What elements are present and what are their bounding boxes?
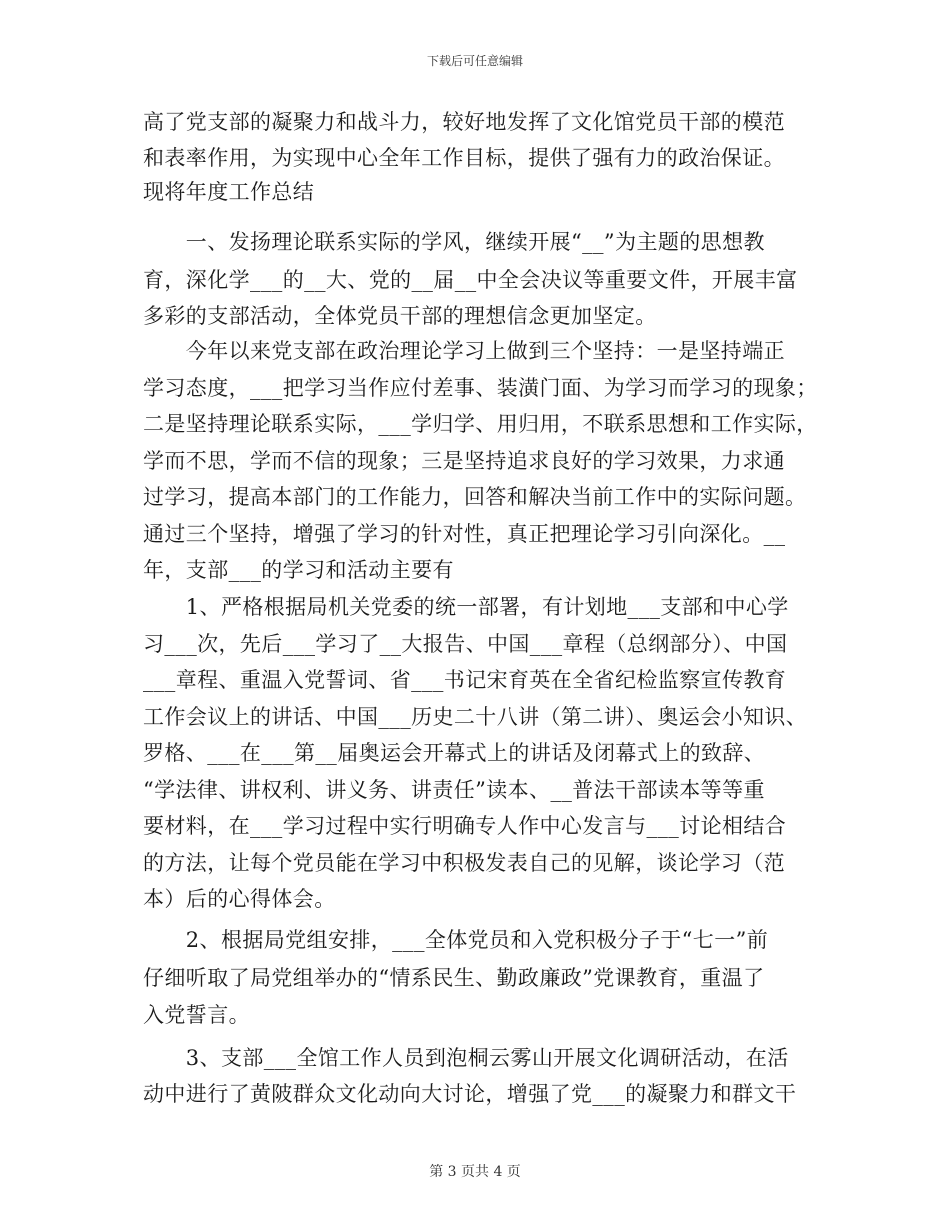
- body-line: 学习态度，___把学习当作应付差事、装潢门面、为学习而学习的现象；: [143, 376, 818, 400]
- body-line: 习___次，先后___学习了__大报告、中国___章程（总纲部分）、中国: [143, 632, 788, 656]
- body-line: 一、发扬理论联系实际的学风，继续开展“__”为主题的思想教: [143, 230, 765, 254]
- body-line: 入党誓言。: [143, 1003, 250, 1027]
- body-line: 高了党支部的凝聚力和战斗力，较好地发挥了文化馆党员干部的模范: [143, 110, 785, 134]
- page-header: 下载后可任意编辑: [426, 54, 523, 68]
- body-line: 现将年度工作总结: [143, 180, 315, 204]
- body-line: 学而不思，学而不信的现象；三是坚持追求良好的学习效果，力求通: [143, 449, 785, 473]
- body-line: 二是坚持理论联系实际，___学归学、用归用，不联系思想和工作实际，: [143, 412, 818, 436]
- body-line: ___章程、重温入党誓词、省___书记宋育英在全省纪检监察宣传教育: [143, 668, 787, 692]
- body-line: 通过三个坚持，增强了学习的针对性，真正把理论学习引向深化。__: [143, 522, 786, 546]
- body-line: 育，深化学___的__大、党的__届__中全会决议等重要文件，开展丰富: [143, 268, 798, 292]
- body-line: 2、根据局党组安排，___全体党员和入党积极分子于“七一”前: [143, 928, 769, 952]
- body-line: 罗格、___在___第__届奥运会开幕式上的讲话及闭幕式上的致辞、: [143, 741, 766, 765]
- body-line: 多彩的支部活动，全体党员干部的理想信念更加坚定。: [143, 304, 657, 328]
- body-line: “学法律、讲权利、讲义务、讲责任”读本、__普法干部读本等等重: [143, 778, 765, 802]
- body-line: 工作会议上的讲话、中国___历史二十八讲（第二讲）、奥运会小知识、: [143, 705, 808, 729]
- body-line: 3、支部___全馆工作人员到泡桐云雾山开展文化调研活动，在活: [143, 1046, 789, 1070]
- body-line: 和表率作用，为实现中心全年工作目标，提供了强有力的政治保证。: [143, 146, 785, 170]
- body-line: 的方法，让每个党员能在学习中积极发表自己的见解，谈论学习（范: [143, 851, 785, 875]
- body-line: 今年以来党支部在政治理论学习上做到三个坚持：一是坚持端正: [143, 339, 785, 363]
- body-line: 年，支部___的学习和活动主要有: [143, 558, 454, 582]
- body-line: 动中进行了黄陂群众文化动向大讨论，增强了党___的凝聚力和群文干: [143, 1082, 797, 1106]
- body-line: 仔细听取了局党组举办的“情系民生、勤政廉政”党课教育，重温了: [143, 966, 765, 990]
- body-line: 过学习，提高本部门的工作能力，回答和解决当前工作中的实际问题。: [143, 485, 807, 509]
- body-line: 1、严格根据局机关党委的统一部署，有计划地___支部和中心学: [143, 595, 789, 619]
- page-footer: 第 3 页共 4 页: [429, 1164, 521, 1180]
- body-line: 要材料，在___学习过程中实行明确专人作中心发言与___讨论相结合: [143, 814, 787, 838]
- body-line: 本）后的心得体会。: [143, 887, 336, 911]
